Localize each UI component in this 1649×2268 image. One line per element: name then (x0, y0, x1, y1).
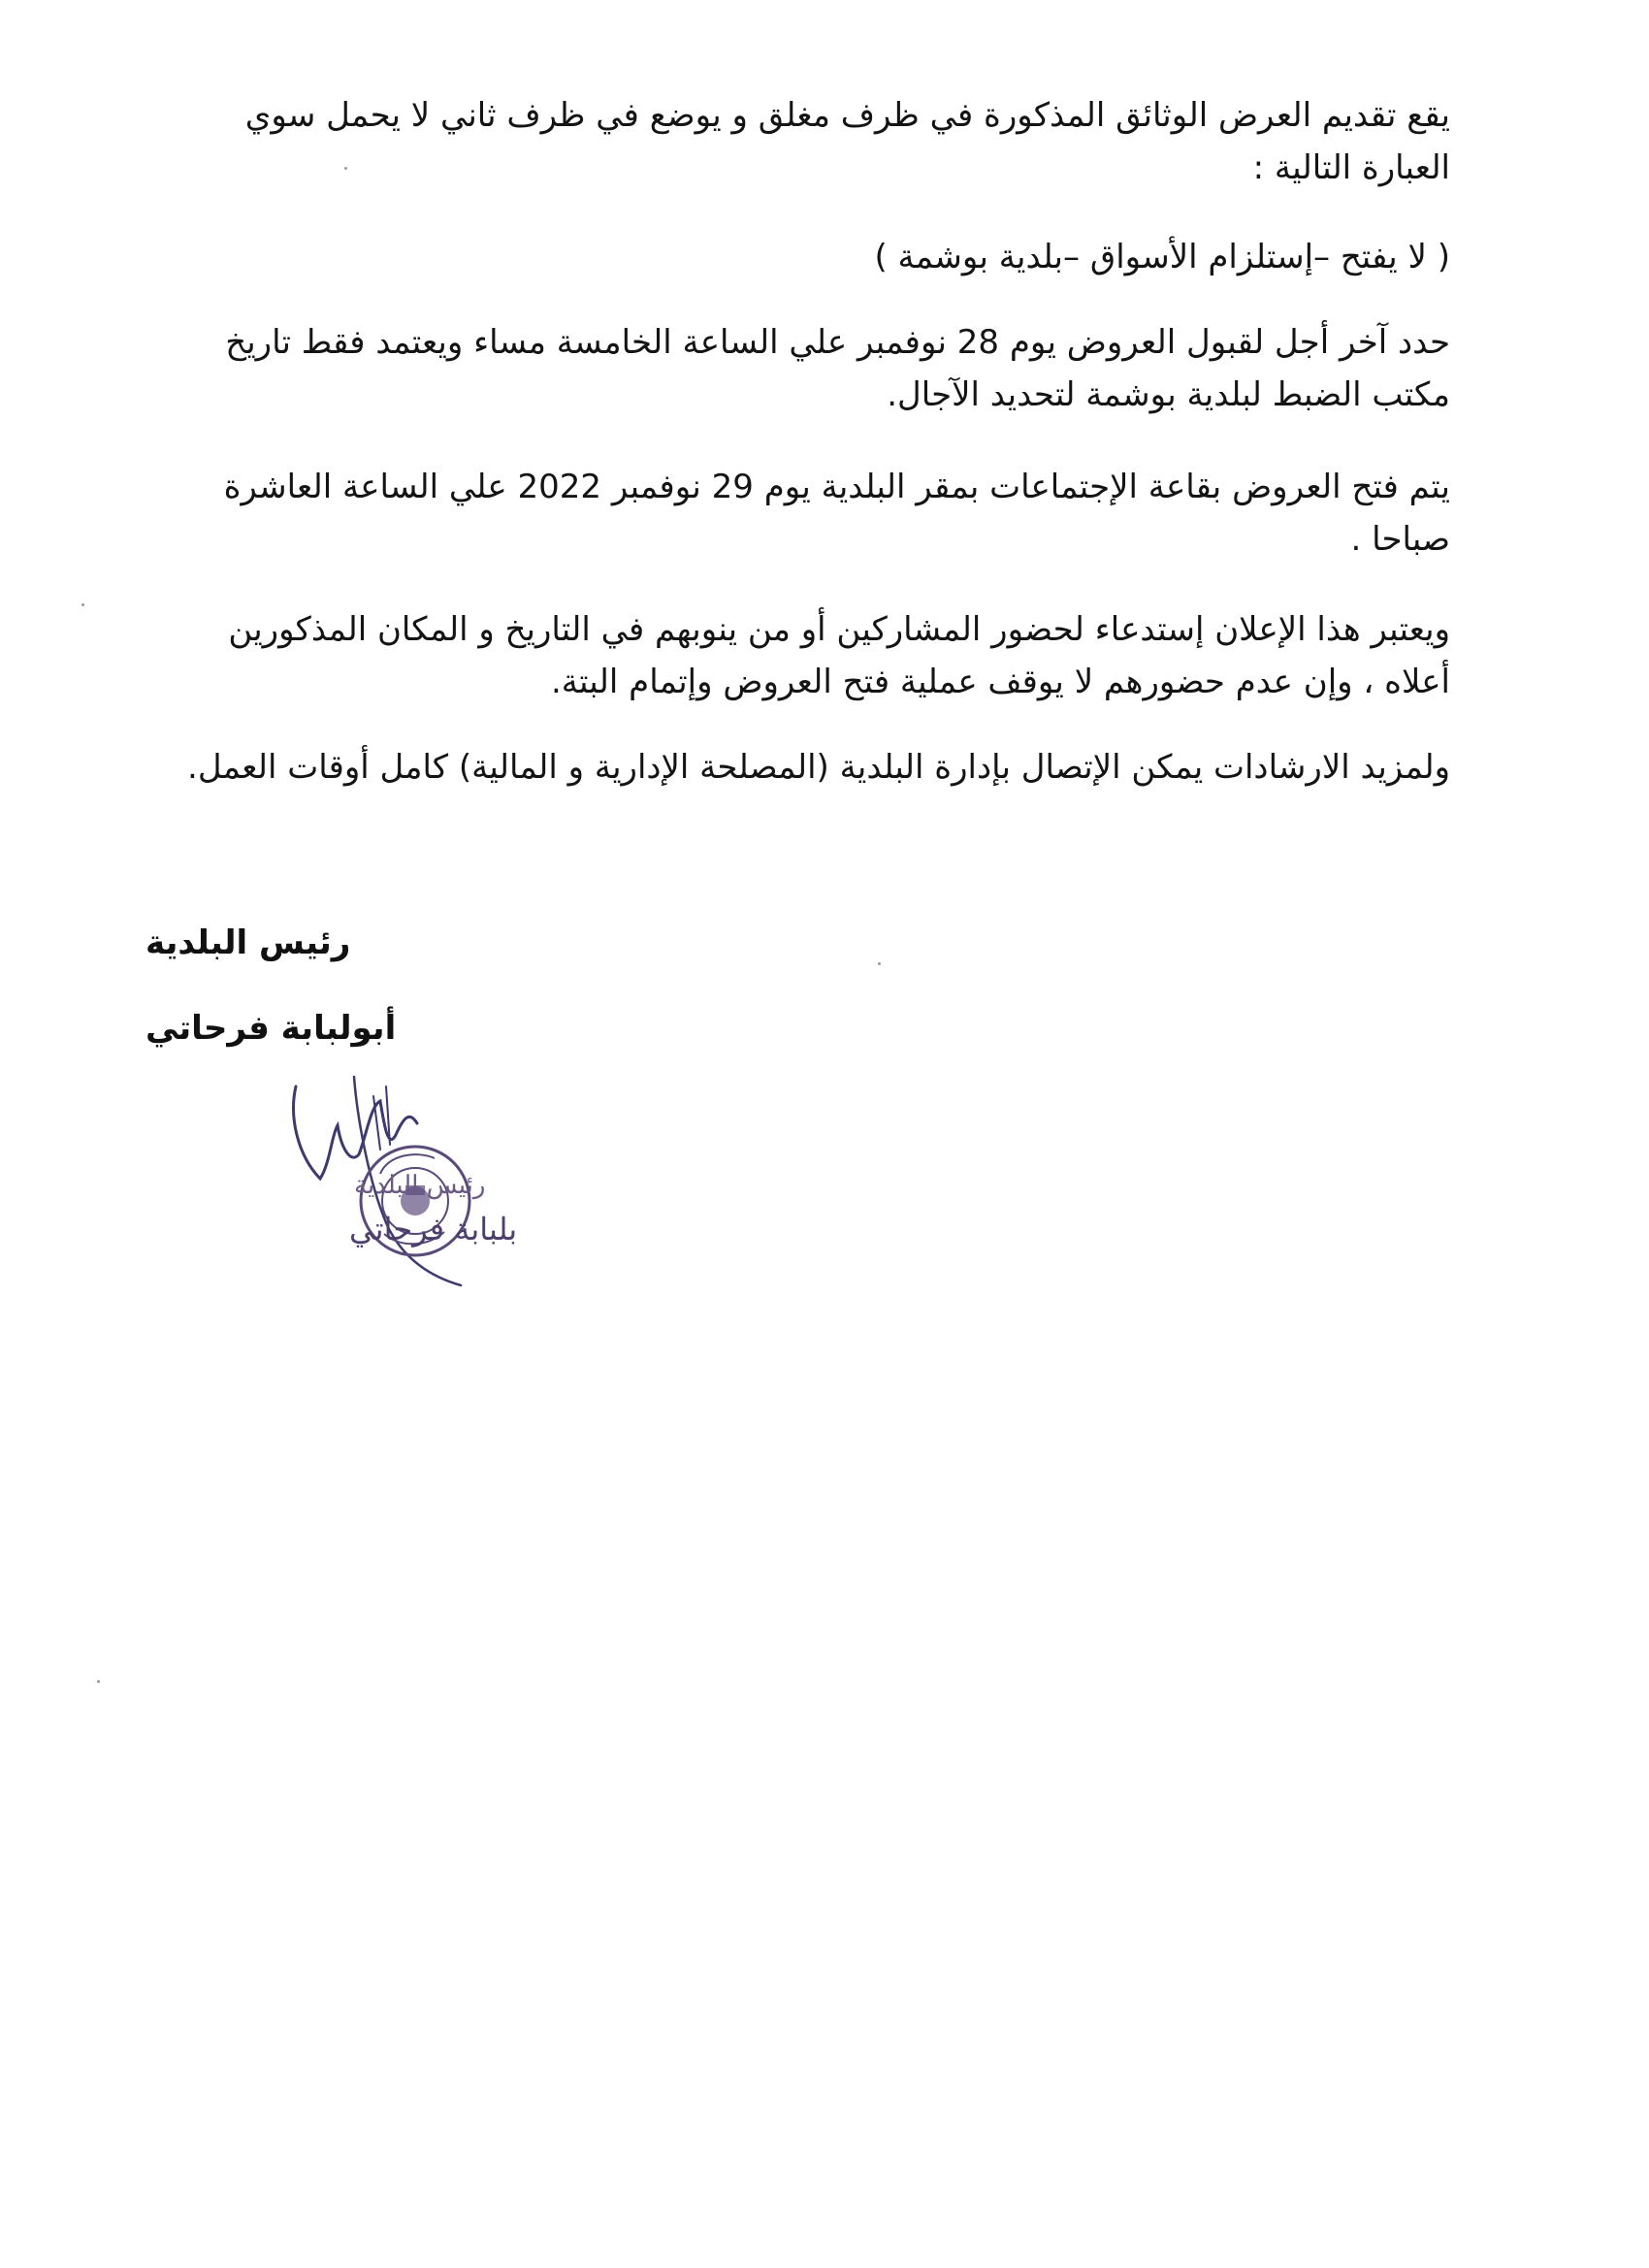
paragraph-line: حدد آخر أجل لقبول العروض يوم 28 نوفمبر علي الساعة الخامسة مساء ويعتمد فقط تاريخ (225, 323, 1450, 362)
scan-speck (81, 603, 84, 606)
paragraph-line: ولمزيد الارشادات يمكن الإتصال بإدارة البلدية (المصلحة الإدارية و المالية) كامل أوقات العمل. (187, 748, 1450, 787)
paragraph-line: يقع تقديم العرض الوثائق المذكورة في ظرف مغلق و يوضع في ظرف ثاني لا يحمل سوي (244, 96, 1450, 135)
paragraph-opening-date (150, 461, 1450, 566)
paragraph-line: صباحا . (1350, 520, 1450, 559)
paragraph-invitation (150, 603, 1450, 708)
paragraph-line: يتم فتح العروض بقاعة الإجتماعات بمقر البلدية يوم 29 نوفمبر 2022 علي الساعة العاشرة (223, 468, 1450, 506)
stamp-name: بلبابة فرحاتي (349, 1211, 518, 1247)
paragraph-line: ويعتبر هذا الإعلان إستدعاء لحضور المشاركين أو من ينوبهم في التاريخ و المكان المذكورين (228, 610, 1450, 649)
signature-stamp (126, 1057, 518, 1300)
paragraph-line: العبارة التالية : (1252, 148, 1450, 187)
scan-speck (878, 962, 881, 965)
signatory-name: أبولبابة فرحاتي (146, 1009, 397, 1048)
paragraph-envelope-label: ( لا يفتح –إستلزام الأسواق –بلدية بوشمة ) (874, 238, 1450, 276)
paragraph-envelope-instructions (150, 89, 1450, 194)
signatory-title: رئيس البلدية (146, 923, 351, 962)
scan-speck (344, 167, 347, 170)
scan-speck (97, 1680, 100, 1683)
paragraph-contact (150, 741, 1450, 794)
stamp-title: رئيس البلدية (354, 1171, 486, 1200)
paragraph-line: أعلاه ، وإن عدم حضورهم لا يوقف عملية فتح العروض وإتمام البتة. (550, 663, 1450, 701)
paragraph-deadline (150, 316, 1450, 421)
paragraph-line: مكتب الضبط لبلدية بوشمة لتحديد الآجال. (887, 375, 1450, 414)
stamp-svg (126, 1057, 518, 1300)
